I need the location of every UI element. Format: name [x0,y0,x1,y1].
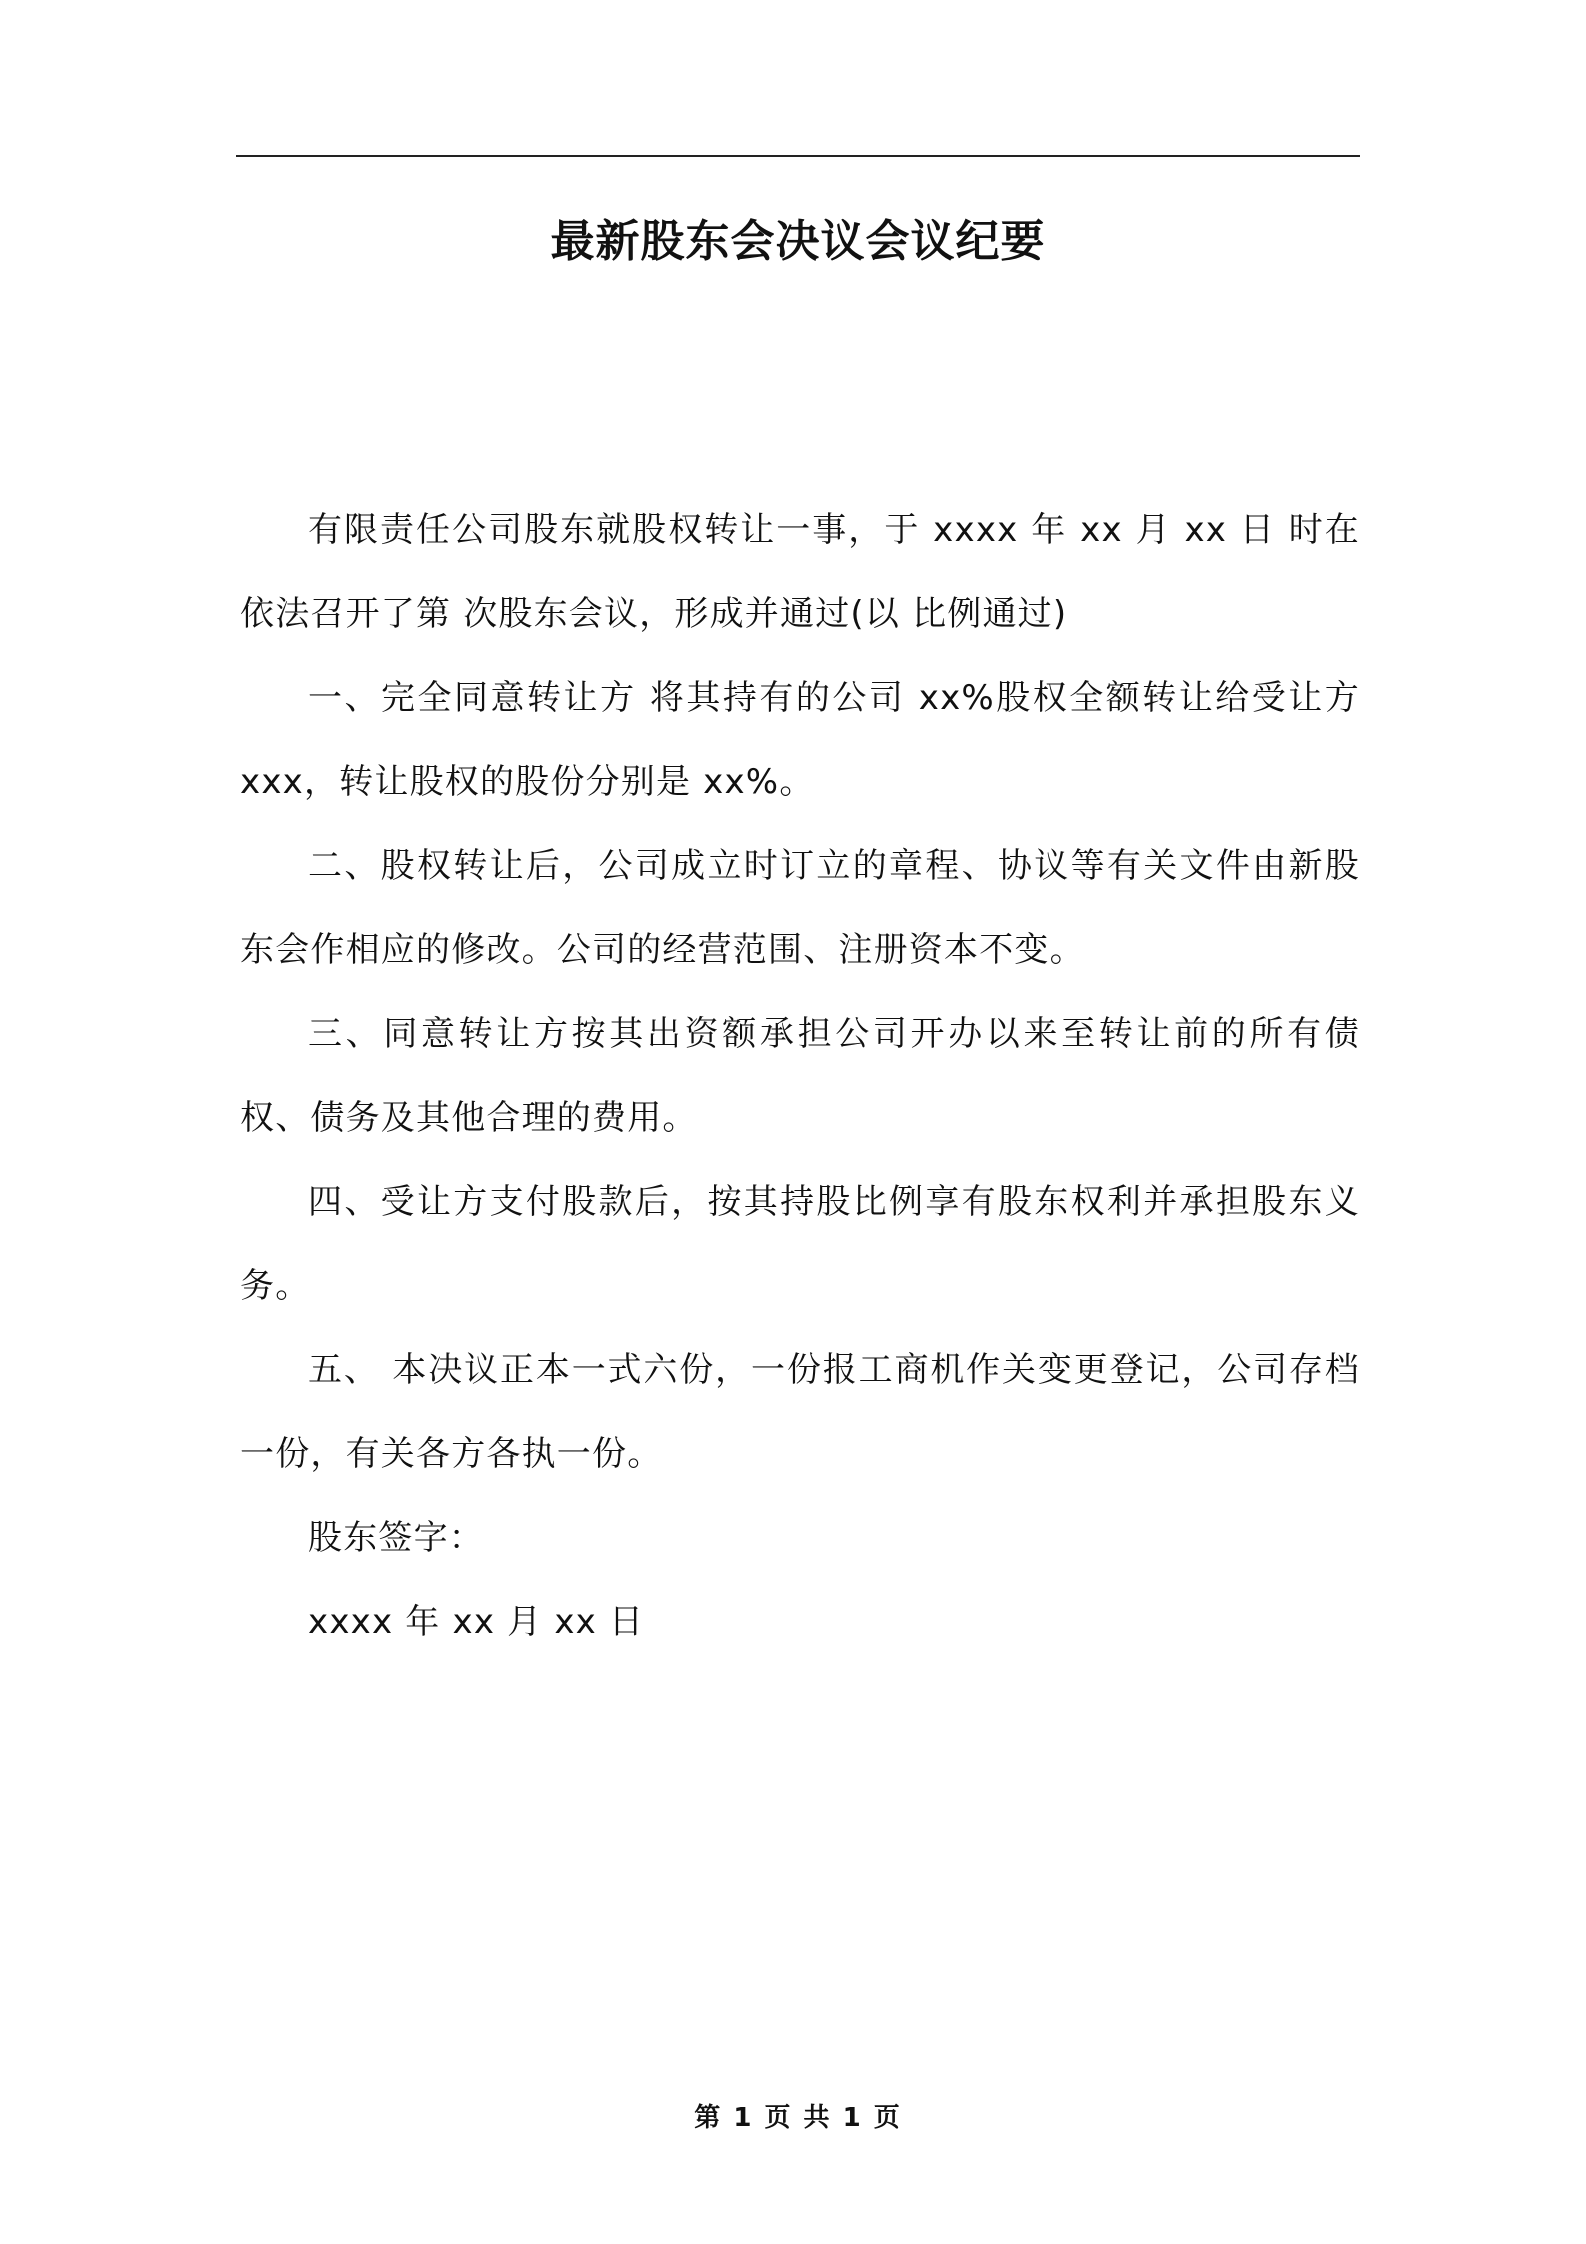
paragraph-item-3: 三、同意转让方按其出资额承担公司开办以来至转让前的所有债权、债务及其他合理的费用。 [240,1014,1360,1138]
document-title: 最新股东会决议会议纪要 [550,216,1046,267]
signature-label: 股东签字： [308,1518,484,1558]
paragraph-item-2: 二、股权转让后，公司成立时订立的章程、协议等有关文件由新股东会作相应的修改。公司的经营范围、注册资本不变。 [240,846,1360,970]
document-body [240,488,1360,1664]
paragraph-item-1: 一、完全同意转让方 将其持有的公司 xx%股权全额转让给受让方 xxx，转让股权的股份分别是 xx%。 [240,678,1360,802]
page-number: 第 1 页 共 1 页 [694,2103,902,2133]
header-rule [236,155,1360,157]
paragraph-intro: 有限责任公司股东就股权转让一事，于 xxxx 年 xx 月 xx 日 时在 依法召开了第 次股东会议，形成并通过(以 比例通过) [240,510,1360,634]
paragraph-item-5: 五、 本决议正本一式六份，一份报工商机作关变更登记，公司存档一份，有关各方各执一份。 [240,1350,1360,1474]
date-line: xxxx 年 xx 月 xx 日 [308,1602,645,1642]
paragraph-item-4: 四、受让方支付股款后，按其持股比例享有股东权利并承担股东义务。 [240,1182,1360,1306]
